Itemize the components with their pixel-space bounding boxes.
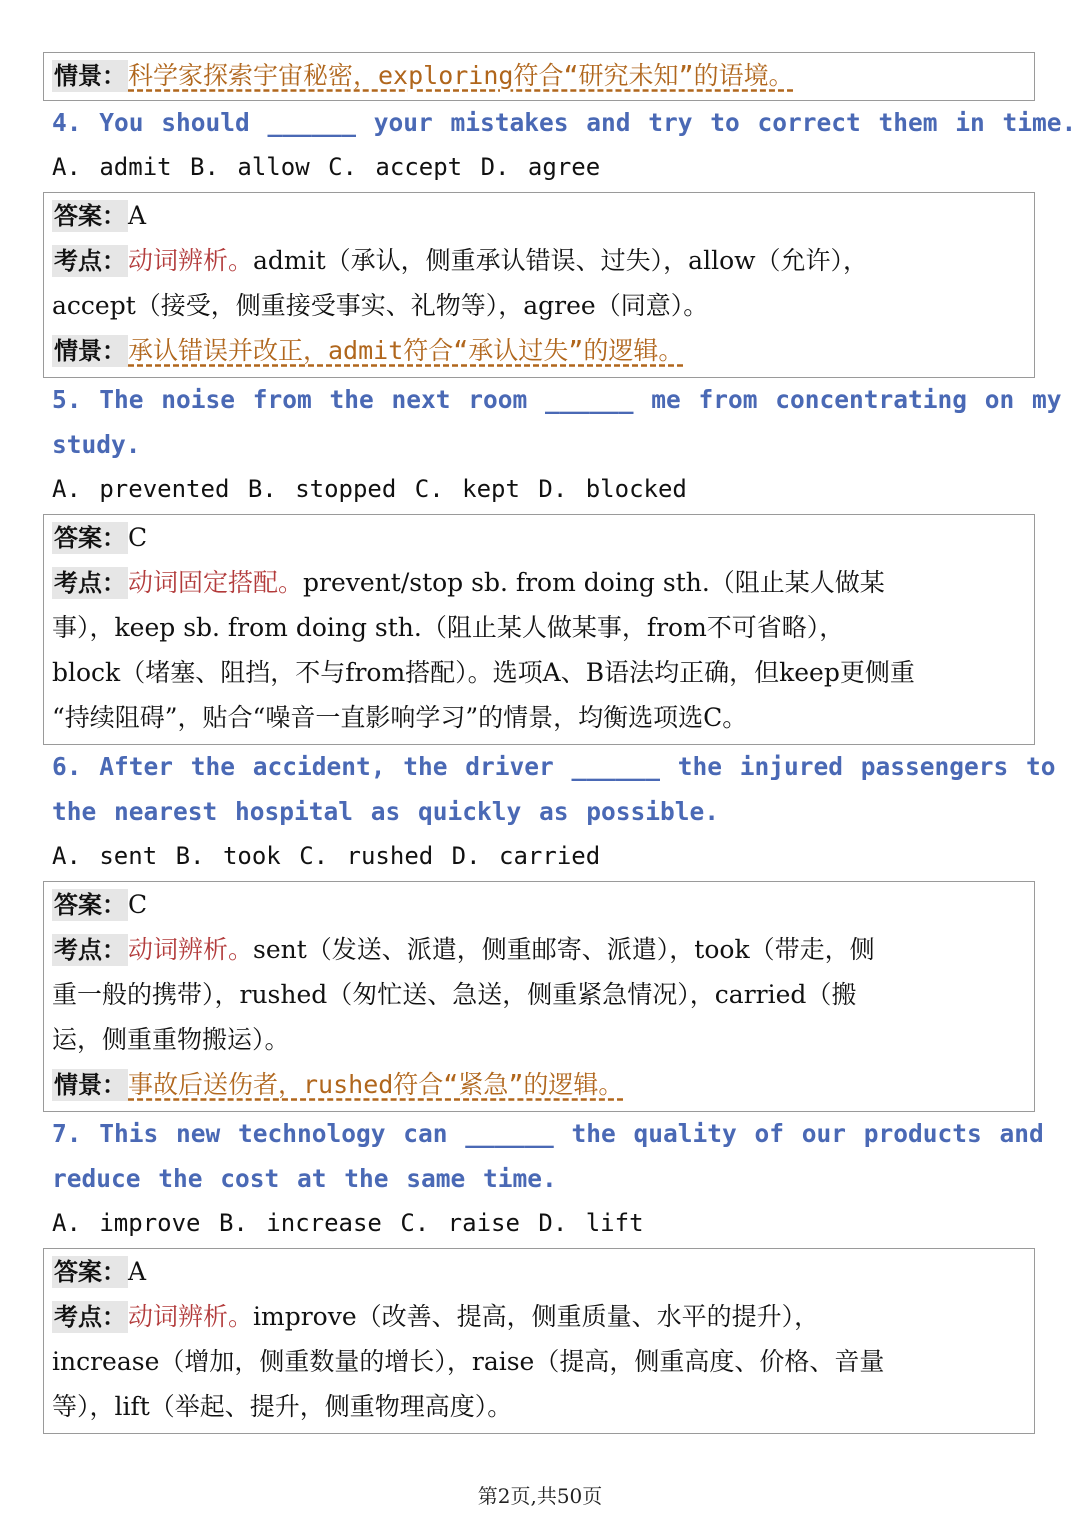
question-5-stem: 5. The noise from the next room ______ me from concentrating on my — [52, 385, 1062, 414]
point-label: 考点： — [54, 247, 126, 275]
point-text: admit（承认，侧重承认错误、过失），allow（允许）， — [253, 246, 869, 275]
scene-text: 事故后送伤者，rushed符合“紧急”的逻辑。 — [128, 1070, 624, 1099]
point-text: “持续阻碍”，贴合“噪音一直影响学习”的情景，均衡选项选C。 — [52, 703, 748, 732]
point-text: 重一般的携带），rushed（匆忙送、急送，侧重紧急情况），carried（搬 — [52, 980, 857, 1009]
answer-value: A — [128, 1257, 147, 1286]
answer-box-7 — [43, 1248, 1035, 1434]
point-text: block（堵塞、阻挡，不与from搭配）。选项A、B语法均正确，但keep更侧重 — [52, 658, 915, 687]
point-text: 运，侧重重物搬运）。 — [52, 1025, 290, 1054]
point-text: prevent/stop sb. from doing sth.（阻止某人做某 — [303, 568, 885, 597]
question-7-stem: reduce the cost at the same time. — [52, 1164, 557, 1193]
question-7-options: A. improve B. increase C. raise D. lift — [52, 1209, 644, 1237]
answer-label: 答案： — [54, 1258, 126, 1286]
question-6-options: A. sent B. took C. rushed D. carried — [52, 842, 601, 870]
answer-value: C — [128, 523, 148, 552]
scene-label: 情景： — [54, 1071, 126, 1099]
page-number: 第2页,共50页 — [477, 1484, 603, 1508]
scene-box-top — [43, 52, 1035, 101]
question-6-stem: the nearest hospital as quickly as possible. — [52, 797, 720, 826]
scene-label: 情景： — [54, 337, 126, 365]
answer-label: 答案： — [54, 524, 126, 552]
answer-value: A — [128, 201, 147, 230]
point-text: 事），keep sb. from doing sth.（阻止某人做某事，from不可省略）， — [52, 613, 845, 642]
point-text: sent（发送、派遣，侧重邮寄、派遣），took（带走，侧 — [253, 935, 875, 964]
point-type: 动词辨析。 — [128, 246, 254, 275]
answer-label: 答案： — [54, 891, 126, 919]
point-label: 考点： — [54, 1303, 126, 1331]
point-label: 考点： — [54, 936, 126, 964]
scene-label: 情景： — [54, 62, 126, 90]
question-5-options: A. prevented B. stopped C. kept D. blocked — [52, 475, 687, 503]
point-type: 动词辨析。 — [128, 935, 254, 964]
point-text: accept（接受，侧重接受事实、礼物等），agree（同意）。 — [52, 291, 709, 320]
point-label: 考点： — [54, 569, 126, 597]
question-6-stem: 6. After the accident, the driver ______ the injured passengers to — [52, 752, 1056, 781]
answer-label: 答案： — [54, 202, 126, 230]
scene-text: 科学家探索宇宙秘密，exploring符合“研究未知”的语境。 — [128, 61, 794, 90]
question-4-options: A. admit B. allow C. accept D. agree — [52, 153, 601, 181]
answer-box-5 — [43, 514, 1035, 745]
question-4-stem: 4. You should ______ your mistakes and try to correct them in time. — [52, 108, 1077, 137]
scene-text: 承认错误并改正，admit符合“承认过失”的逻辑。 — [128, 336, 684, 365]
answer-box-6 — [43, 881, 1035, 1112]
point-type: 动词固定搭配。 — [128, 568, 304, 597]
point-text: increase（增加，侧重数量的增长），raise（提高，侧重高度、价格、音量 — [52, 1347, 885, 1376]
answer-box-4 — [43, 192, 1035, 378]
question-7-stem: 7. This new technology can ______ the quality of our products and — [52, 1119, 1044, 1148]
question-5-stem: study. — [52, 430, 141, 459]
answer-value: C — [128, 890, 148, 919]
point-type: 动词辨析。 — [128, 1302, 254, 1331]
point-text: improve（改善、提高，侧重质量、水平的提升）， — [253, 1302, 820, 1331]
point-text: 等），lift（举起、提升，侧重物理高度）。 — [52, 1392, 513, 1421]
